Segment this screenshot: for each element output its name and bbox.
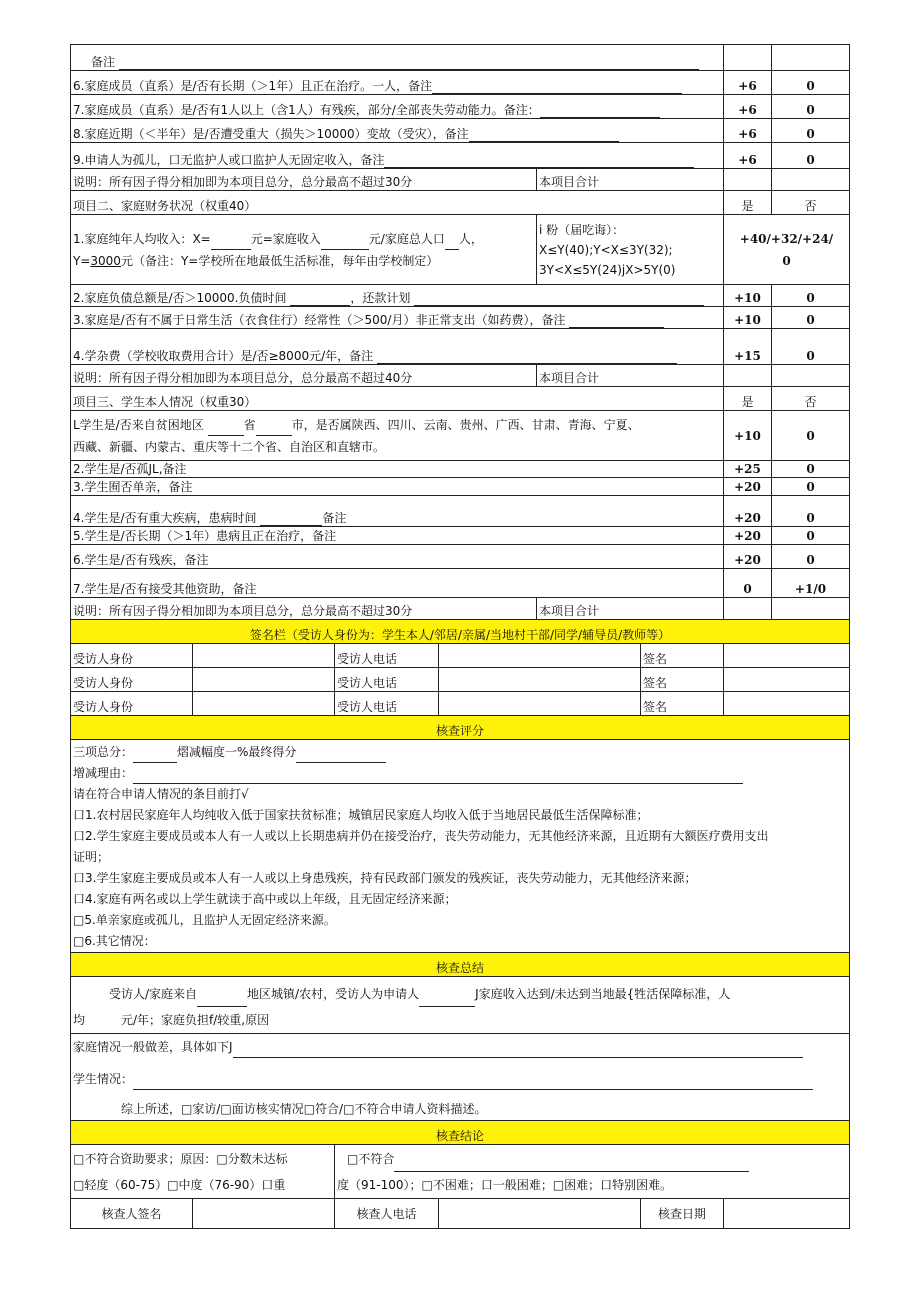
yes-score[interactable]: +25 bbox=[724, 461, 772, 478]
review-item-2-cont: 证明； bbox=[73, 850, 110, 864]
student-row-3: 3.学生囿否单亲，备注 bbox=[71, 478, 724, 496]
summary-line-2: 均 元/年；家庭负担f/较重,原因 bbox=[73, 1013, 270, 1027]
income-family-label: 元=家庭收入 bbox=[250, 231, 321, 246]
family-situation-label: 家庭情况一般做差，具体如下J bbox=[73, 1040, 233, 1054]
phone-label: 受访人电话 bbox=[335, 644, 439, 668]
student-row-4 bbox=[71, 496, 724, 527]
phone-label: 受访人电话 bbox=[335, 668, 439, 692]
family-subtotal: 本项目合计 bbox=[537, 169, 724, 191]
no-score[interactable]: 0 bbox=[772, 143, 850, 169]
student-note: 说明：所有因子得分相加即为本项目总分，总分最高不超过30分 bbox=[71, 598, 537, 620]
student-subtotal: 本项目合计 bbox=[537, 598, 724, 620]
y-note: 元（备注：Y=学校所在地最低生活标准，每年由学校制定） bbox=[120, 253, 439, 268]
reject-other-blank[interactable] bbox=[394, 1159, 749, 1172]
scale-title: i 粉（届吃诲）： bbox=[539, 222, 625, 237]
population-label: 元/家庭总人口 bbox=[368, 231, 445, 246]
reason-blank[interactable] bbox=[133, 771, 743, 784]
tuition-label: 4.学杂费（学校收取费用合计）是/否≥8000元/年，备注 bbox=[73, 349, 374, 363]
score-yes-cell bbox=[724, 45, 772, 71]
no-score[interactable]: 0 bbox=[772, 285, 850, 307]
region-list-cont: 西藏、新疆、内蒙古、重庆等十二个省、自治区和直辖市。 bbox=[73, 439, 386, 454]
illness-time-blank[interactable] bbox=[260, 513, 322, 526]
yes-score[interactable]: +10 bbox=[724, 307, 772, 329]
yes-score[interactable]: +15 bbox=[724, 329, 772, 365]
income-row bbox=[71, 215, 537, 285]
phone-label: 受访人电话 bbox=[335, 692, 439, 716]
final-score-label: 熠减幅度一%最终得分 bbox=[177, 745, 297, 759]
family-row-7 bbox=[71, 95, 724, 119]
summary-header: 核查总结 bbox=[71, 953, 850, 977]
review-item-1[interactable]: 口1.农村居民家庭年人均纯收入低于国家扶贫标准；城镇居民家庭人均收入低于当地居民最低生活保障标准； bbox=[73, 808, 649, 822]
finance-row-2: 2.家庭负债总额是/否＞10000.负债时间 ，还款计划 bbox=[71, 285, 724, 307]
yes-header: 是 bbox=[724, 387, 772, 411]
finance-subtotal-no[interactable] bbox=[772, 365, 850, 387]
summary-body bbox=[71, 977, 850, 1034]
relation-blank[interactable] bbox=[419, 994, 475, 1007]
no-score[interactable]: 0 bbox=[772, 496, 850, 527]
identity-input[interactable] bbox=[193, 692, 335, 716]
form-table bbox=[70, 44, 850, 1229]
sign-input[interactable] bbox=[724, 692, 850, 716]
student-row-2: 2.学生是/否孤JL,备注 bbox=[71, 461, 724, 478]
family-situation bbox=[73, 1036, 847, 1058]
province-label: 省 bbox=[243, 417, 256, 432]
note-row bbox=[71, 45, 724, 71]
repay-blank[interactable] bbox=[414, 293, 704, 306]
phone-input[interactable] bbox=[439, 644, 641, 668]
income-status: J家庭收入达到/未达到当地最{牲活保障标准，人 bbox=[475, 987, 731, 1001]
city-blank[interactable] bbox=[256, 423, 292, 436]
student-row-7: 7.学生是/否有接受其他资助，备注 bbox=[71, 569, 724, 598]
no-score[interactable]: 0 bbox=[772, 461, 850, 478]
illness-label: 4.学生是/否有重大疾病，患病时间 bbox=[73, 511, 257, 525]
phone-input[interactable] bbox=[439, 668, 641, 692]
remark-blank[interactable] bbox=[469, 129, 619, 142]
yes-score[interactable]: +6 bbox=[724, 71, 772, 95]
reject-other-label[interactable]: □不符合 bbox=[347, 1152, 395, 1166]
no-header: 否 bbox=[772, 191, 850, 215]
result-difficulty-options[interactable]: 度（91-100）；□不困难；口一般困难；□困难；口特别困难。 bbox=[337, 1178, 673, 1192]
y-value[interactable]: 3000 bbox=[90, 253, 121, 268]
review-item-4[interactable]: 口4.家庭有两名或以上学生就读于高中或以上年级，且无固定经济来源； bbox=[73, 892, 457, 906]
student-row-6: 6.学生是/否有残疾，备注 bbox=[71, 545, 724, 569]
total-blank[interactable] bbox=[133, 750, 177, 763]
income-label: 1.家庭纯年人均收入：X= bbox=[73, 231, 211, 246]
yes-header: 是 bbox=[724, 191, 772, 215]
scale-rule-1: X≤Y(40);Y<X≤3Y(32); bbox=[539, 242, 673, 257]
yes-score[interactable]: +10 bbox=[724, 411, 772, 461]
family-row-8 bbox=[71, 119, 724, 143]
signature-header: 签名栏（受访人身份为：学生本人/邻居/亲属/当地村干部/同学/辅导员/教师等） bbox=[71, 620, 850, 644]
illness-remark: 备注 bbox=[322, 511, 347, 525]
origin-blank[interactable] bbox=[197, 994, 247, 1007]
population-blank[interactable] bbox=[445, 237, 459, 250]
student-subtotal-no[interactable] bbox=[772, 598, 850, 620]
final-score-blank[interactable] bbox=[296, 750, 386, 763]
remark-blank[interactable] bbox=[569, 315, 664, 328]
no-score[interactable]: 0 bbox=[772, 119, 850, 143]
sign-input[interactable] bbox=[724, 644, 850, 668]
reason-line bbox=[73, 763, 847, 784]
family-row-text: 7.家庭成员（直系）是/否有1人以上（含1人）有残疾，部分/全部丧失劳动能力。备注： bbox=[73, 103, 540, 117]
summary-detail bbox=[71, 1034, 850, 1121]
family-row-text: 8.家庭近期（＜半年）是/否遭受重大（损失＞10000）变故（受灾），备注 bbox=[73, 127, 469, 141]
summary-line-1 bbox=[73, 981, 847, 1007]
no-score[interactable]: 0 bbox=[772, 95, 850, 119]
identity-input[interactable] bbox=[193, 668, 335, 692]
finance-header: 项目二、家庭财务状况（权重40） bbox=[71, 191, 724, 215]
reason-label: 增减理由： bbox=[73, 766, 134, 780]
no-score[interactable]: 0 bbox=[772, 478, 850, 496]
income-scale bbox=[537, 215, 724, 285]
family-row-6 bbox=[71, 71, 724, 95]
debt-label: 2.家庭负债总额是/否＞10000.负债时间 bbox=[73, 291, 287, 305]
income-score[interactable] bbox=[724, 215, 850, 285]
finance-subtotal: 本项目合计 bbox=[537, 365, 724, 387]
yes-score[interactable]: +20 bbox=[724, 496, 772, 527]
family-situation-blank[interactable] bbox=[233, 1045, 803, 1058]
no-score[interactable]: 0 bbox=[772, 545, 850, 569]
family-row-text: 9.申请人为孤儿，口无监护人或口监护人无固定收入，备注 bbox=[73, 153, 385, 167]
score-no-cell bbox=[772, 45, 850, 71]
province-blank[interactable] bbox=[208, 423, 244, 436]
student-subtotal-yes[interactable] bbox=[724, 598, 772, 620]
result-right[interactable] bbox=[335, 1145, 850, 1199]
yes-score[interactable]: +20 bbox=[724, 545, 772, 569]
total-label: 三项总分： bbox=[73, 745, 134, 759]
result-header: 核查结论 bbox=[71, 1121, 850, 1145]
yes-score[interactable]: +6 bbox=[724, 95, 772, 119]
check-date-input[interactable] bbox=[724, 1199, 850, 1229]
result-left[interactable] bbox=[71, 1145, 335, 1199]
no-score[interactable]: 0 bbox=[772, 411, 850, 461]
result-reject-other bbox=[337, 1146, 847, 1172]
income-score-zero: 0 bbox=[782, 253, 791, 268]
sign-input[interactable] bbox=[724, 668, 850, 692]
checker-name-label: 核查人签名 bbox=[71, 1199, 193, 1229]
remark-blank[interactable] bbox=[377, 351, 677, 364]
student-header: 项目三、学生本人情况（权重30） bbox=[71, 387, 724, 411]
remark-blank[interactable] bbox=[384, 155, 694, 168]
identity-label: 受访人身份 bbox=[71, 668, 193, 692]
family-row-text: 6.家庭成员（直系）是/否有长期（＞1年）且正在治疗。一人，备注 bbox=[73, 79, 433, 93]
expense-label: 3.家庭是/否有不属于日常生活（衣食住行）经常性（＞500/月）非正常支出（如药费），备注 bbox=[73, 313, 566, 327]
region-list: 市，是否属陕西、四川、云南、贵州、广西、甘肃、青海、宁夏、 bbox=[291, 417, 640, 432]
origin-label: 受访人/家庭来自 bbox=[109, 987, 198, 1001]
no-score[interactable]: 0 bbox=[772, 329, 850, 365]
income-x-blank[interactable] bbox=[211, 237, 251, 250]
no-score[interactable]: 0 bbox=[772, 527, 850, 545]
review-instruction: 请在符合申请人情况的条目前打√ bbox=[73, 787, 249, 801]
y-label: Y= bbox=[73, 253, 91, 268]
identity-label: 受访人身份 bbox=[71, 692, 193, 716]
yes-score[interactable]: 0 bbox=[724, 569, 772, 598]
review-item-3[interactable]: 口3.学生家庭主要成员或本人有一人或以上身患残疾，持有民政部门颁发的残疾证，丧失劳动能力，无其他经济来源； bbox=[73, 871, 697, 885]
summary-conclusion[interactable]: 综上所述，□家访/□面访核实情况□符合/□不符合申请人资料描述。 bbox=[121, 1102, 487, 1116]
scale-rule-2: 3Y<X≤5Y(24)jX>5Y(0) bbox=[539, 262, 676, 277]
no-score[interactable]: 0 bbox=[772, 71, 850, 95]
no-score[interactable]: +1/0 bbox=[772, 569, 850, 598]
origin-type: 地区城镇/农村，受访人为申请人 bbox=[247, 987, 420, 1001]
student-situation-label: 学生情况： bbox=[73, 1072, 134, 1086]
income-score-options: +40/+32/+24/ bbox=[739, 231, 834, 246]
checker-phone-label: 核查人电话 bbox=[335, 1199, 439, 1229]
result-reject-reason[interactable]: □不符合资助要求；原因：□分数未达标 bbox=[73, 1152, 288, 1166]
student-row-5: 5.学生是/否长期（＞1年）患病且正在治疗，备注 bbox=[71, 527, 724, 545]
family-subtotal-no[interactable] bbox=[772, 169, 850, 191]
family-note: 说明：所有因子得分相加即为本项目总分，总分最高不超过30分 bbox=[71, 169, 537, 191]
review-item-5[interactable]: □5.单亲家庭或孤儿，且监护人无固定经济来源。 bbox=[73, 913, 336, 927]
repay-label: 还款计划 bbox=[362, 291, 411, 305]
student-situation-blank[interactable] bbox=[133, 1077, 813, 1090]
sign-label: 签名 bbox=[641, 668, 724, 692]
check-date-label: 核查日期 bbox=[641, 1199, 724, 1229]
note-blank[interactable] bbox=[119, 57, 699, 70]
identity-label: 受访人身份 bbox=[71, 644, 193, 668]
yes-score[interactable]: +10 bbox=[724, 285, 772, 307]
remark-blank[interactable] bbox=[432, 81, 682, 94]
yes-score[interactable]: +20 bbox=[724, 527, 772, 545]
review-body bbox=[71, 740, 850, 953]
phone-input[interactable] bbox=[439, 692, 641, 716]
review-item-6[interactable]: □6.其它情况： bbox=[73, 934, 156, 948]
identity-input[interactable] bbox=[193, 644, 335, 668]
checker-name-input[interactable] bbox=[193, 1199, 335, 1229]
review-item-2[interactable]: 口2.学生家庭主要成员或本人有一人或以上长期患病并仍在接受治疗，丧失劳动能力，无其他经济来源，且近期有大额医疗费用支出 bbox=[73, 829, 769, 843]
aid-verification-form bbox=[70, 44, 849, 1256]
finance-row-3 bbox=[71, 307, 724, 329]
review-header: 核查评分 bbox=[71, 716, 850, 740]
finance-row-4 bbox=[71, 329, 724, 365]
family-income-blank[interactable] bbox=[321, 237, 369, 250]
note-label: 备注 bbox=[91, 55, 116, 69]
sign-label: 签名 bbox=[641, 644, 724, 668]
family-subtotal-yes[interactable] bbox=[724, 169, 772, 191]
yes-score[interactable]: +6 bbox=[724, 119, 772, 143]
no-header: 否 bbox=[772, 387, 850, 411]
student-row-1 bbox=[71, 411, 724, 461]
finance-note: 说明：所有因子得分相加即为本项目总分，总分最高不超过40分 bbox=[71, 365, 537, 387]
yes-score[interactable]: +6 bbox=[724, 143, 772, 169]
no-score[interactable]: 0 bbox=[772, 307, 850, 329]
population-unit: 人， bbox=[458, 231, 483, 246]
student-situation bbox=[73, 1068, 847, 1090]
yes-score[interactable]: +20 bbox=[724, 478, 772, 496]
finance-subtotal-yes[interactable] bbox=[724, 365, 772, 387]
sign-label: 签名 bbox=[641, 692, 724, 716]
checker-phone-input[interactable] bbox=[439, 1199, 641, 1229]
total-line bbox=[73, 742, 847, 763]
result-level-options[interactable]: □轻度（60-75）□中度（76-90）口重 bbox=[73, 1178, 286, 1192]
debt-time-blank[interactable] bbox=[290, 293, 350, 306]
region-label: L学生是/否来自贫困地区 bbox=[73, 417, 204, 432]
remark-blank[interactable] bbox=[540, 105, 660, 118]
family-row-9 bbox=[71, 143, 724, 169]
